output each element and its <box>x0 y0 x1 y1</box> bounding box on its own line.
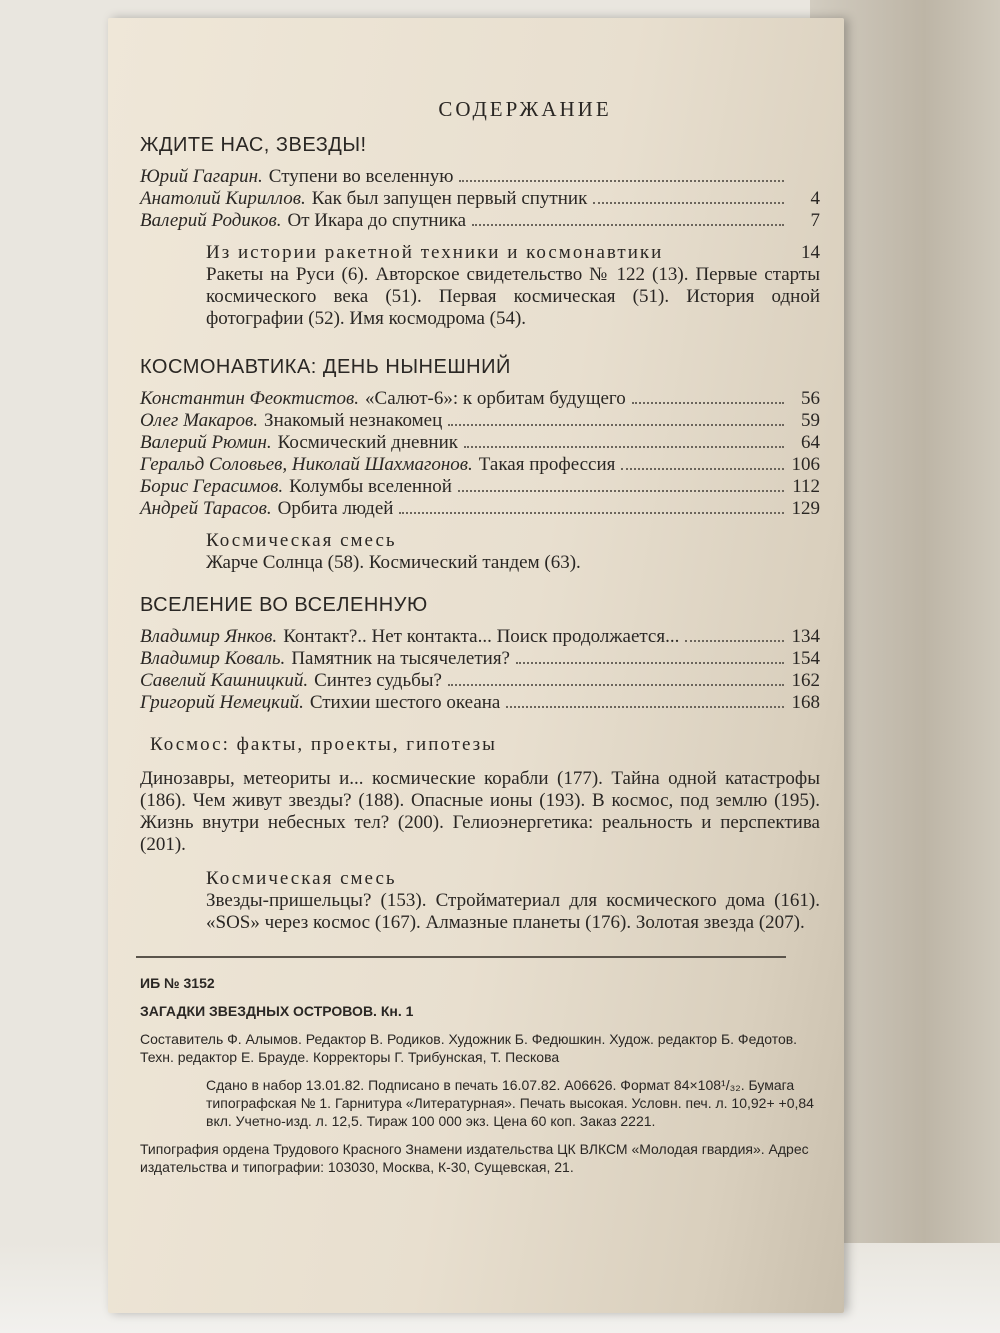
imprint-ib: ИБ № 3152 <box>140 975 215 991</box>
entry-page: 168 <box>791 692 820 713</box>
toc-entry <box>140 476 820 498</box>
toc-entry <box>140 692 820 714</box>
leader-dots <box>448 411 784 426</box>
leader-dots <box>516 649 784 664</box>
entry-title: Такая профессия <box>478 454 616 475</box>
divider <box>136 956 786 958</box>
leader-dots <box>458 477 784 492</box>
subsection-title-row <box>206 242 820 264</box>
toc-entry <box>140 626 820 648</box>
subsection-title: Космическая смесь <box>206 868 397 889</box>
leader-dots <box>685 627 784 642</box>
entry-title: Космический дневник <box>277 432 458 453</box>
subsection <box>206 530 820 574</box>
entry-page: 134 <box>791 626 820 647</box>
subsection-text: Жарче Солнца (58). Космический тандем (63). <box>206 552 581 573</box>
entry-author: Геральд Соловьев, Николай Шахмагонов. <box>140 454 473 475</box>
leader-dots <box>506 693 784 708</box>
entry-author: Андрей Тарасов. <box>140 498 272 519</box>
table-of-contents <box>140 98 820 1186</box>
imprint-credits: Составитель Ф. Алымов. Редактор В. Родиков. Художник Б. Федюшкин. Худож. редактор Б. Федотов. Техн. редактор Е. Брауде. Корректоры Г. Трибунская, Т. Пескова <box>140 1031 798 1065</box>
subsection <box>206 868 820 934</box>
entry-page: 59 <box>801 410 820 431</box>
toc-entry <box>140 670 820 692</box>
leader-dots <box>399 499 784 514</box>
imprint-printer: Типография ордена Трудового Красного Знамени издательства ЦК ВЛКСМ «Молодая гвардия». Адрес издательства и типографии: 103030, Москва, К-30, Сущевская, 21. <box>140 1141 809 1175</box>
entry-author: Савелий Кашницкий. <box>140 670 309 691</box>
entry-author: Владимир Янков. <box>140 626 278 647</box>
toc-entry <box>140 410 820 432</box>
toc-entry <box>140 166 820 188</box>
leader-dots <box>593 189 784 204</box>
leader-dots <box>464 433 784 448</box>
entry-page: 129 <box>791 498 820 519</box>
entry-page: 112 <box>792 476 820 497</box>
leader-dots <box>632 389 784 404</box>
toc-entry <box>140 498 820 520</box>
imprint-tech: Сдано в набор 13.01.82. Подписано в печать 16.07.82. А06626. Формат 84×108¹/₃₂. Бумага типографская № 1. Гарнитура «Литературная». Печать высокая. Условн. печ. л. 10,92+ +0,84 вкл. Учетно-изд. л. 12,5. Тираж 100 000 экз. Цена 60 коп. Заказ 2221. <box>206 1077 814 1129</box>
entry-author: Григорий Немецкий. <box>140 692 304 713</box>
entry-title: Как был запущен первый спутник <box>311 188 588 209</box>
page-title: СОДЕРЖАНИЕ <box>438 97 612 121</box>
toc-entry <box>140 432 820 454</box>
entry-title: Синтез судьбы? <box>314 670 442 691</box>
entry-title: Контакт?.. Нет контакта... Поиск продолжается... <box>283 626 680 647</box>
entry-title: Знакомый незнакомец <box>264 410 443 431</box>
entry-author: Олег Макаров. <box>140 410 259 431</box>
imprint <box>140 974 820 1176</box>
subsection-text: Ракеты на Руси (6). Авторское свидетельство № 122 (13). Первые старты космического века (51). Первая космическая (51). История одной фотографии (52). Имя космодрома (54). <box>206 264 820 329</box>
section-heading: КОСМОНАВТИКА: ДЕНЬ НЫНЕШНИЙ <box>140 356 511 378</box>
section-heading: ВСЕЛЕНИЕ ВО ВСЕЛЕННУЮ <box>140 594 428 616</box>
leader-dots <box>459 167 784 182</box>
leader-dots <box>621 455 784 470</box>
entry-author: Валерий Рюмин. <box>140 432 272 453</box>
entry-page: 7 <box>810 210 820 231</box>
entry-author: Владимир Коваль. <box>140 648 286 669</box>
entry-author: Валерий Родиков. <box>140 210 282 231</box>
entry-page: 14 <box>801 242 820 263</box>
toc-entry <box>140 454 820 476</box>
subsection-title: Космическая смесь <box>206 530 397 551</box>
toc-entry <box>140 188 820 210</box>
entry-title: Ступени во вселенную <box>268 166 454 187</box>
subsection-text: Звезды-пришельцы? (153). Стройматериал для космического дома (161). «SOS» через космос (167). Алмазные планеты (176). Золотая звезда (207). <box>206 890 820 933</box>
entry-page: 162 <box>791 670 820 691</box>
facts-heading: Космос: факты, проекты, гипотезы <box>150 734 497 755</box>
toc-entry <box>140 388 820 410</box>
entry-title: Орбита людей <box>277 498 394 519</box>
entry-title: Памятник на тысячелетия? <box>291 648 510 669</box>
section-heading: ЖДИТЕ НАС, ЗВЕЗДЫ! <box>140 134 367 156</box>
facts-text: Динозавры, метеориты и... космические корабли (177). Тайна одной катастрофы (186). Чем живут звезды? (188). Опасные ионы (193). В космос, под землю (195). Жизнь внутри небесных тел? (200). Гелиоэнергетика: реальность и перспектива (201). <box>140 768 820 855</box>
entry-page: 64 <box>801 432 820 453</box>
leader-dots <box>448 671 784 686</box>
entry-title: Колумбы вселенной <box>289 476 452 497</box>
toc-entry <box>140 648 820 670</box>
entry-title: Стихии шестого океана <box>309 692 501 713</box>
entry-author: Борис Герасимов. <box>140 476 284 497</box>
imprint-book-title: ЗАГАДКИ ЗВЕЗДНЫХ ОСТРОВОВ. Кн. 1 <box>140 1003 414 1019</box>
entry-title: От Икара до спутника <box>287 210 467 231</box>
entry-author: Константин Феоктистов. <box>140 388 360 409</box>
toc-entry <box>140 210 820 232</box>
subsection-title: Из истории ракетной техники и космонавтики <box>206 242 664 263</box>
leader-dots <box>472 211 784 226</box>
entry-page: 56 <box>801 388 820 409</box>
subsection <box>206 242 820 330</box>
entry-author: Анатолий Кириллов. <box>140 188 306 209</box>
entry-page: 4 <box>810 188 820 209</box>
entry-page: 154 <box>791 648 820 669</box>
entry-author: Юрий Гагарин. <box>140 166 263 187</box>
entry-page: 106 <box>791 454 820 475</box>
entry-title: «Салют-6»: к орбитам будущего <box>365 388 626 409</box>
